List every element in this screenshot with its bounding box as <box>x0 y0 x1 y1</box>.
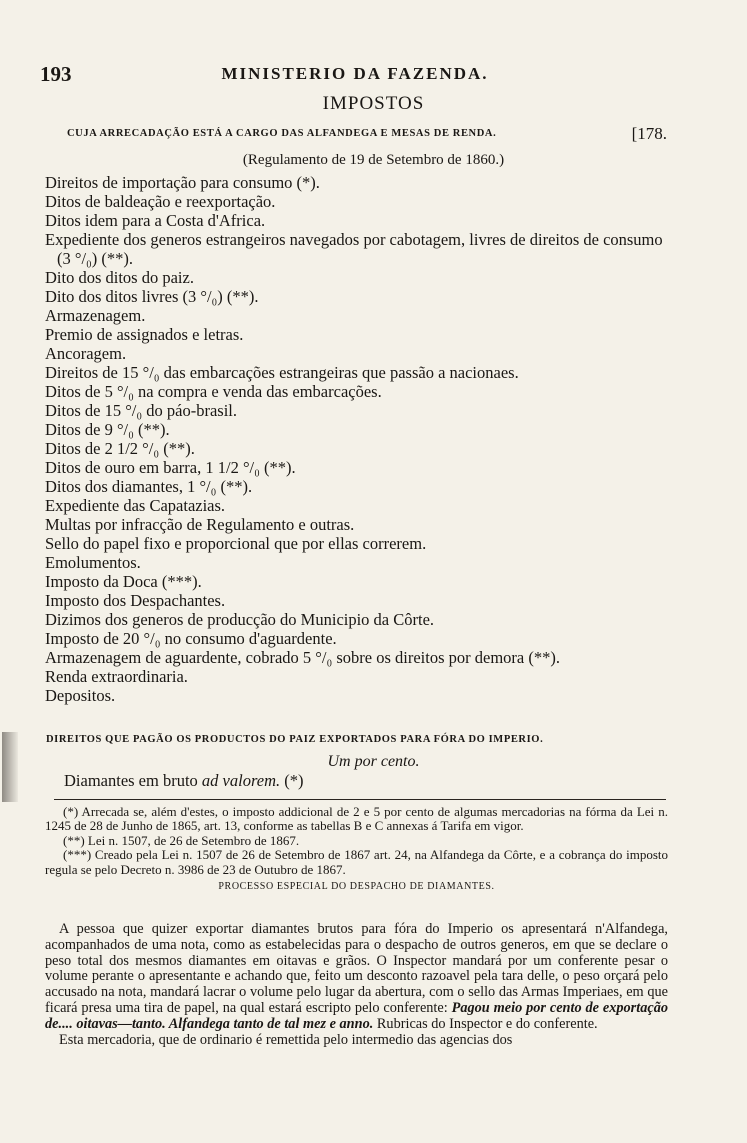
tax-item: Ditos de 9 °/₀ (**). <box>45 420 170 439</box>
section-subtitle: CUJA ARRECADAÇÃO ESTÁ A CARGO DAS ALFANDEGA E MESAS DE RENDA. <box>67 128 497 139</box>
paragraph-text: A pessoa que quizer exportar diamantes brutos para fóra do Imperio os apresentará n'Alfandega, acompanhados de uma nota, como as estabelecidas para o despacho de outros generos, em que se declare o peso total dos mesmos diamantes em oitavas e grãos. O Inspector mandará por um conferente pesar o volume perante o apresentante e achando que, feito um desconto razoavel pela tara delle, o peso orçará pelo accusado na nota, mandará lacrar o volume pelo lugar da abertura, com o sello das Armas Imperiaes, em que ficará presa uma tira de papel, na qual estará escripto pelo conferente: <box>45 921 668 1016</box>
tax-item: Ditos de 2 1/2 °/₀ (**). <box>45 439 195 458</box>
tax-item: Ditos de baldeação e reexportação. <box>45 192 276 211</box>
running-title: MINISTERIO DA FAZENDA. <box>221 64 489 83</box>
tax-item: Dito dos ditos do paiz. <box>45 268 194 287</box>
tax-item: Depositos. <box>45 686 116 705</box>
tax-item: Ditos de 5 °/₀ na compra e venda das embarcações. <box>45 382 382 401</box>
tax-item: Ancoragem. <box>45 344 127 363</box>
process-heading: PROCESSO ESPECIAL DO DESPACHO DE DIAMANTES. <box>218 881 495 893</box>
tax-item: Armazenagem de aguardente, cobrado 5 °/₀ sobre os direitos por demora (**). <box>45 648 560 667</box>
footnote: (*) Arrecada se, além d'estes, o imposto addicional de 2 e 5 por cento de algumas mercadorias na fórma da Lei n. 1245 de 28 de Junho de 1865, art. 13, conforme as tabellas B e C annexas á Tarifa em vigor. <box>45 804 668 834</box>
tax-item: Expediente dos generos estrangeiros navegados por cabotagem, livres de direitos de consumo (3 °/₀) (**). <box>45 230 663 268</box>
tax-item: Expediente das Capatazias. <box>45 496 226 515</box>
rate-label: Um por cento. <box>327 753 420 770</box>
tax-item: Ditos de ouro em barra, 1 1/2 °/₀ (**). <box>45 458 296 477</box>
tax-item: Direitos de importação para consumo (*). <box>45 173 320 192</box>
tax-item: Imposto da Doca (***). <box>45 572 202 591</box>
tax-item: Sello do papel fixo e proporcional que por ellas correrem. <box>45 534 427 553</box>
page-number: 193 <box>40 62 72 86</box>
tax-item: Direitos de 15 °/₀ das embarcações estrangeiras que passão a nacionaes. <box>45 363 519 382</box>
tax-item: Ditos dos diamantes, 1 °/₀ (**). <box>45 477 253 496</box>
tax-list <box>45 173 667 705</box>
tax-item: Imposto de 20 °/₀ no consumo d'aguardente. <box>45 629 337 648</box>
footnote: (**) Lei n. 1507, de 26 de Setembro de 1867. <box>63 832 300 848</box>
tax-item: Dizimos dos generos de producção do Municipio da Côrte. <box>45 610 435 629</box>
tax-item: Ditos de 15 °/₀ do páo-brasil. <box>45 401 237 420</box>
body-text <box>45 922 668 1048</box>
tax-item: Renda extraordinaria. <box>45 667 188 686</box>
export-item-text: Diamantes em bruto <box>64 771 198 790</box>
tax-item: Emolumentos. <box>45 553 141 572</box>
tax-item: Armazenagem. <box>45 306 146 325</box>
tax-item: Multas por infracção de Regulamento e outras. <box>45 515 355 534</box>
body-paragraph <box>45 922 668 1033</box>
paragraph-italic: Pagou meio por cento de exportação de.... oitavas—tanto. Alfandega tanto de tal mez e anno. <box>45 999 668 1032</box>
footnote-divider <box>54 799 666 800</box>
tax-item: Dito dos ditos livres (3 °/₀) (**). <box>45 287 259 306</box>
tax-item: Ditos idem para a Costa d'Africa. <box>45 211 266 230</box>
export-item <box>64 771 304 791</box>
tax-item: Premio de assignados e letras. <box>45 325 244 344</box>
export-item-note: (*) <box>284 771 304 790</box>
paragraph-text: Rubricas do Inspector e do conferente. <box>376 1015 598 1032</box>
export-item-italic: ad valorem. <box>201 771 281 790</box>
footnotes <box>45 805 668 896</box>
section-title: IMPOSTOS <box>322 93 425 114</box>
section-number: [178. <box>631 124 667 143</box>
exports-heading: DIREITOS QUE PAGÃO OS PRODUCTOS DO PAIZ EXPORTADOS PARA FÓRA DO IMPERIO. <box>46 734 544 745</box>
tax-item: Imposto dos Despachantes. <box>45 591 226 610</box>
regulation-reference: (Regulamento de 19 de Setembro de 1860.) <box>242 152 505 168</box>
subtitle-row <box>67 124 667 146</box>
page-header <box>40 62 670 86</box>
body-paragraph: Esta mercadoria, que de ordinario é remettida pelo intermedio das agencias dos <box>59 1031 513 1048</box>
footnote: (***) Creado pela Lei n. 1507 de 26 de Setembro de 1867 art. 24, na Alfandega da Côrte, e a cobrança do imposto regula se pelo Decreto n. 3986 de 23 de Outubro de 1867. <box>45 847 668 877</box>
